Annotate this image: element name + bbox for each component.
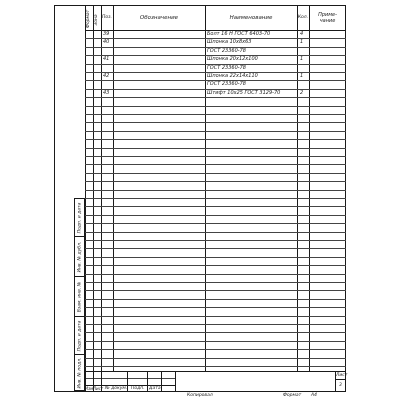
row-line	[85, 307, 346, 308]
row-line	[85, 156, 346, 157]
row-qty: 2	[300, 89, 304, 96]
row-line	[85, 232, 346, 233]
header-designation: Обозначение	[139, 15, 179, 21]
row-line	[85, 366, 346, 367]
row-line	[85, 164, 346, 165]
row-line	[85, 198, 346, 199]
row-line	[85, 139, 346, 140]
row-qty: 1	[300, 56, 304, 63]
row-line	[85, 324, 346, 325]
tb-sheet-no: 3	[339, 383, 342, 388]
tb-line	[85, 371, 346, 372]
row-line	[85, 341, 346, 342]
row-line	[85, 106, 346, 107]
row-name: Шпонка 10х8х63	[207, 39, 252, 46]
row-name: Шпонка 20х12х100	[207, 56, 258, 63]
row-qty: 1	[300, 39, 304, 46]
row-line	[85, 274, 346, 275]
row-name: ГОСТ 23360-78	[207, 47, 246, 54]
row-line	[85, 290, 346, 291]
row-line	[85, 114, 346, 115]
side-stamp-inv-dubl: Инв. № дубл.	[75, 237, 84, 277]
footer-copied: Копировал	[187, 393, 213, 398]
footer-format-value: А4	[311, 393, 317, 398]
tb-line	[335, 379, 346, 380]
tb-col	[147, 371, 148, 392]
header-zone: Зона	[94, 14, 99, 26]
row-pos: 39	[103, 31, 110, 37]
row-pos: 42	[103, 73, 110, 79]
tb-date: Дата	[149, 386, 161, 391]
row-pos: 40	[103, 39, 110, 46]
row-line	[85, 131, 346, 132]
row-line	[85, 122, 346, 123]
header-qty: Кол.	[297, 15, 309, 20]
row-line	[85, 97, 346, 98]
row-line	[85, 282, 346, 283]
row-qty: 1	[300, 73, 304, 79]
row-name: ГОСТ 23360-78	[207, 81, 246, 88]
row-line	[85, 190, 346, 191]
header-format: Формат	[86, 9, 91, 28]
tb-col	[175, 371, 176, 392]
header-pos: Поз.	[102, 15, 112, 20]
row-line	[85, 265, 346, 266]
side-stamp-strip	[74, 198, 85, 391]
side-stamp-sign-date-1: Подп. и дата	[75, 199, 84, 237]
row-line	[85, 316, 346, 317]
row-line	[85, 223, 346, 224]
tb-sheet-label: Лист	[336, 373, 348, 378]
row-name: Штифт 10х25 ГОСТ 3129-70	[207, 89, 281, 96]
row-line	[85, 257, 346, 258]
side-stamp-inv-podl: Инв. № подл.	[77, 356, 82, 389]
header-note: Приме- чание	[318, 12, 337, 24]
row-line	[85, 173, 346, 174]
row-line	[85, 332, 346, 333]
row-qty: 4	[300, 31, 304, 37]
row-line	[85, 206, 346, 207]
row-name: ГОСТ 23360-78	[207, 64, 246, 71]
row-line	[85, 181, 346, 182]
side-stamp-sign-date-2: Подп. и дата	[75, 317, 84, 355]
row-line	[85, 215, 346, 216]
row-line	[85, 358, 346, 359]
row-line	[85, 248, 346, 249]
tb-doc-no: № докум.	[105, 386, 128, 391]
footer-format: Формат	[283, 393, 302, 398]
tb-izm: Изм	[85, 386, 94, 391]
row-line	[85, 240, 346, 241]
row-name: Шпонка 22х14х110	[207, 73, 258, 79]
title-block	[85, 371, 346, 392]
row-pos: 43	[103, 89, 110, 96]
spec-table	[85, 5, 346, 371]
tb-sign: Подп.	[131, 386, 145, 391]
tb-list: Лист	[93, 386, 104, 391]
tb-col	[161, 371, 162, 392]
header-name: Наименование	[229, 15, 273, 21]
row-line	[85, 349, 346, 350]
row-line	[85, 299, 346, 300]
row-pos: 41	[103, 56, 110, 63]
side-stamp-vzam-inv: Взам. инв. №	[75, 277, 84, 317]
row-line	[85, 148, 346, 149]
row-name: Болт 16 Н ГОСТ 6403-70	[207, 31, 271, 37]
